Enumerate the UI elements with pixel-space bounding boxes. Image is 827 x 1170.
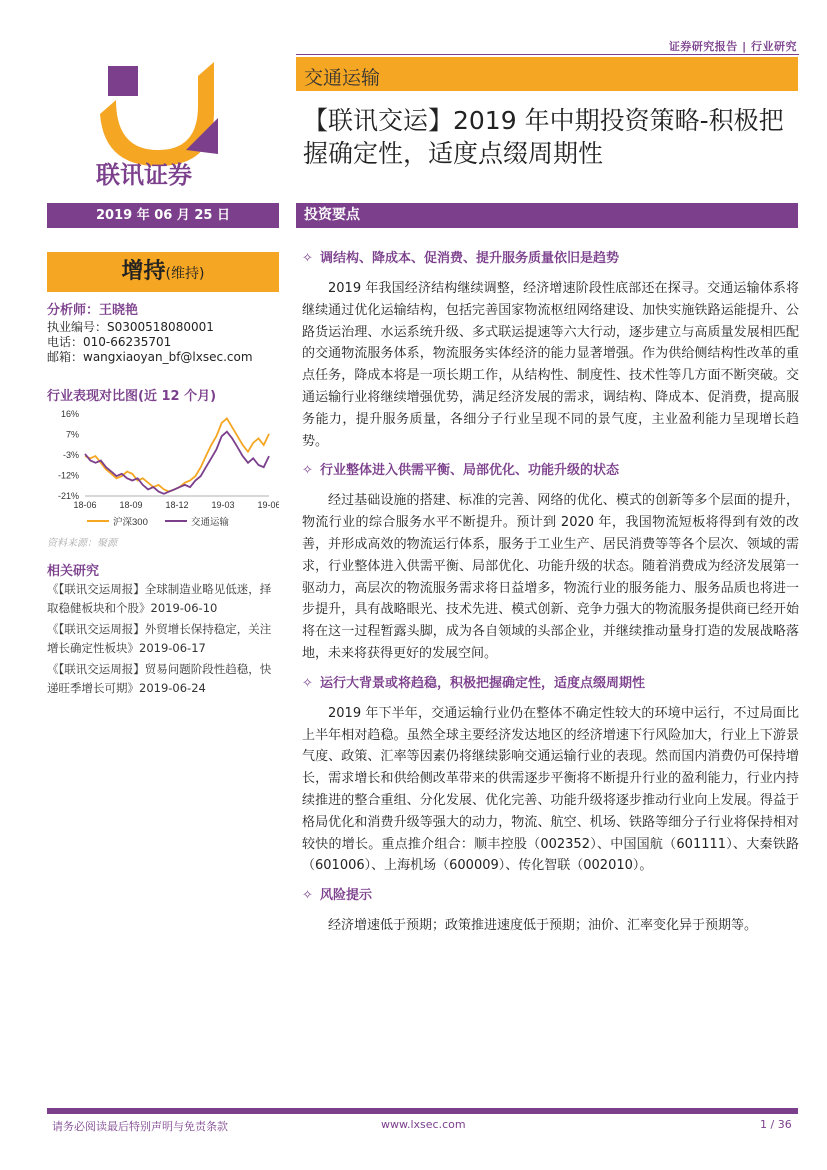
related-item[interactable]: 《【联讯交运周报】全球制造业略见低迷，择取稳健板块和个股》2019-06-10	[47, 582, 272, 615]
rating-sub: (维持)	[165, 266, 205, 282]
related-heading: 相关研究	[47, 564, 100, 579]
diamond-star-icon: ✧	[302, 251, 313, 266]
footer-disclaimer[interactable]: 请务必阅读最后特别声明与免责条款	[52, 1120, 228, 1133]
section-body-2: 经过基础设施的搭建、标准的完善、网络的优化、模式的创新等多个层面的提升，物流行业的综合服务水平不断提升。预计到 2020 年，我国物流短板将得到有效的改善，并形成高效的物流运行体系，服务于工业生产、居民消费等等各个层次、领域的需求，行业整体进入供需平衡、局部优化、功能升级的状态。随着消费成为经济发展第一驱动力，高层次的物流服务需求将日益增多，物流行业的服务能力、服务品质也将进一步提升，具有战略眼光、技术先进、模式创新、竞争力强大的物流服务提供商已经开始将在这一过程暂露头脚，成为各自领域的头部企业，并继续推动量身打造的发展战略落地，未来将获得更好的发展空间。	[302, 493, 799, 661]
related-item[interactable]: 《【联讯交运周报】贸易问题阶段性趋稳，快递旺季增长可期》2019-06-24	[47, 662, 272, 695]
section-heading-3: ✧ 运行大背景或将趋稳，积极把握确定性，适度点缀周期性	[302, 673, 799, 695]
logo-text: 联讯证券	[96, 163, 192, 188]
key-points-bar	[296, 203, 798, 228]
diamond-star-icon: ✧	[302, 463, 313, 479]
series-line-transport	[85, 432, 269, 494]
rating-main: 增持	[121, 259, 166, 284]
section-heading-2: ✧ 行业整体进入供需平衡、局部优化、功能升级的状态	[302, 460, 799, 482]
key-points-heading: 投资要点	[304, 207, 360, 223]
performance-chart	[47, 402, 279, 530]
footer-page-number: 1 / 36	[760, 1118, 792, 1131]
x-tick-label: 19-03	[211, 500, 235, 510]
y-tick-label: -21%	[57, 491, 79, 501]
related-list	[47, 580, 282, 700]
report-date: 2019 年 06 月 25 日	[47, 203, 279, 228]
analyst-email[interactable]: 邮箱：wangxiaoyan_bf@lxsec.com	[47, 350, 253, 364]
report-title: 【联讯交运】2019 年中期投资策略-积极把握确定性，适度点缀周期性	[303, 106, 784, 168]
diamond-star-icon: ✧	[302, 675, 313, 691]
chart-heading: 行业表现对比图(近 12 个月)	[47, 389, 217, 404]
section-body-3: 2019 年下半年，交通运输行业仍在整体不确定性较大的环境中运行，不过局面比上半年相对趋稳。虽然全球主要经济发达地区的经济增速下行风险加大，行业上下游景气度、政策、汇率等因素仍将继续影响交通运输行业的表现。然而国内消费仍可保持增长，需求增长和供给侧改革带来的供需逐步平衡将不断提升行业的盈利能力，行业内持续推进的整合重组、分化发展、优化完善、功能升级将逐步推动行业向上发展。得益于格局优化和消费升级等强大的动力，物流、航空、机场、铁路等细分子行业将保持相对较快的增长。重点推介组合：顺丰控股（002352）、中国国航（601111）、大秦铁路（601006）、上海机场（600009）、传化智联（002010）。	[302, 705, 799, 874]
rating-box	[47, 252, 279, 292]
key-points-body	[302, 248, 799, 945]
analyst-phone: 电话：010-66235701	[47, 335, 172, 349]
y-tick-label: 16%	[60, 409, 79, 419]
performance-chart-svg	[47, 402, 279, 530]
top-divider	[296, 54, 799, 55]
sector-bar	[296, 57, 798, 91]
section-heading-1: ✧ 调结构、降成本、促消费、提升服务质量依旧是趋势	[302, 248, 799, 270]
diamond-star-icon: ✧	[302, 888, 313, 904]
legend-label: 交通运输	[191, 517, 230, 528]
report-type: 证券研究报告 | 行业研究	[668, 40, 797, 53]
y-tick-label: -12%	[57, 470, 79, 481]
section-heading-4: ✧ 风险提示	[302, 885, 799, 907]
related-item[interactable]: 《【联讯交运周报】外贸增长保持稳定，关注增长确定性板块》2019-06-17	[47, 622, 272, 655]
x-tick-label: 18-06	[73, 500, 97, 510]
chart-source: 资料来源：聚源	[47, 538, 117, 549]
section-body-4: 经济增速低于预期；政策推进速度低于预期；油价、汇率变化异于预期等。	[328, 918, 758, 934]
footer-divider	[47, 1108, 798, 1114]
x-tick-label: 18-12	[165, 500, 189, 510]
x-tick-label: 18-09	[119, 500, 143, 510]
legend-label: 沪深300	[113, 517, 148, 528]
company-logo	[86, 58, 246, 188]
section-body-1: 2019 年我国经济结构继续调整，经济增速阶段性底部还在探寻。交通运输体系将继续通过优化运输结构，包括完善国家物流枢纽网络建设、加快实施铁路运能提升、公路货运治理、水运系统升级、多式联运提速等六大行动，逐步建立与高质量发展相匹配的交通物流服务体系，物流服务实体经济的能力显著增强。作为供给侧结构性改革的重点任务，降成本将是一项长期工作，从结构性、制度性、技术性等几方面不断突破。交通运输行业将继续增强优势，满足经济发展的需求，调结构、降成本、促消费，提高服务能力，提升服务质量，各细分子行业呈现不同的景气度，主业盈利能力呈现增长趋势。	[302, 281, 799, 449]
analyst-license: 执业编号：S0300518080001	[47, 320, 214, 334]
logo-icon	[86, 58, 246, 188]
y-tick-label: -3%	[62, 450, 79, 460]
footer-website[interactable]: www.lxsec.com	[381, 1118, 466, 1131]
sector-label: 交通运输	[304, 67, 381, 89]
x-tick-label: 19-06	[257, 500, 279, 510]
analyst-name: 分析师：王晓艳	[47, 303, 139, 318]
analyst-info	[47, 303, 282, 365]
y-tick-label: 7%	[65, 429, 79, 440]
